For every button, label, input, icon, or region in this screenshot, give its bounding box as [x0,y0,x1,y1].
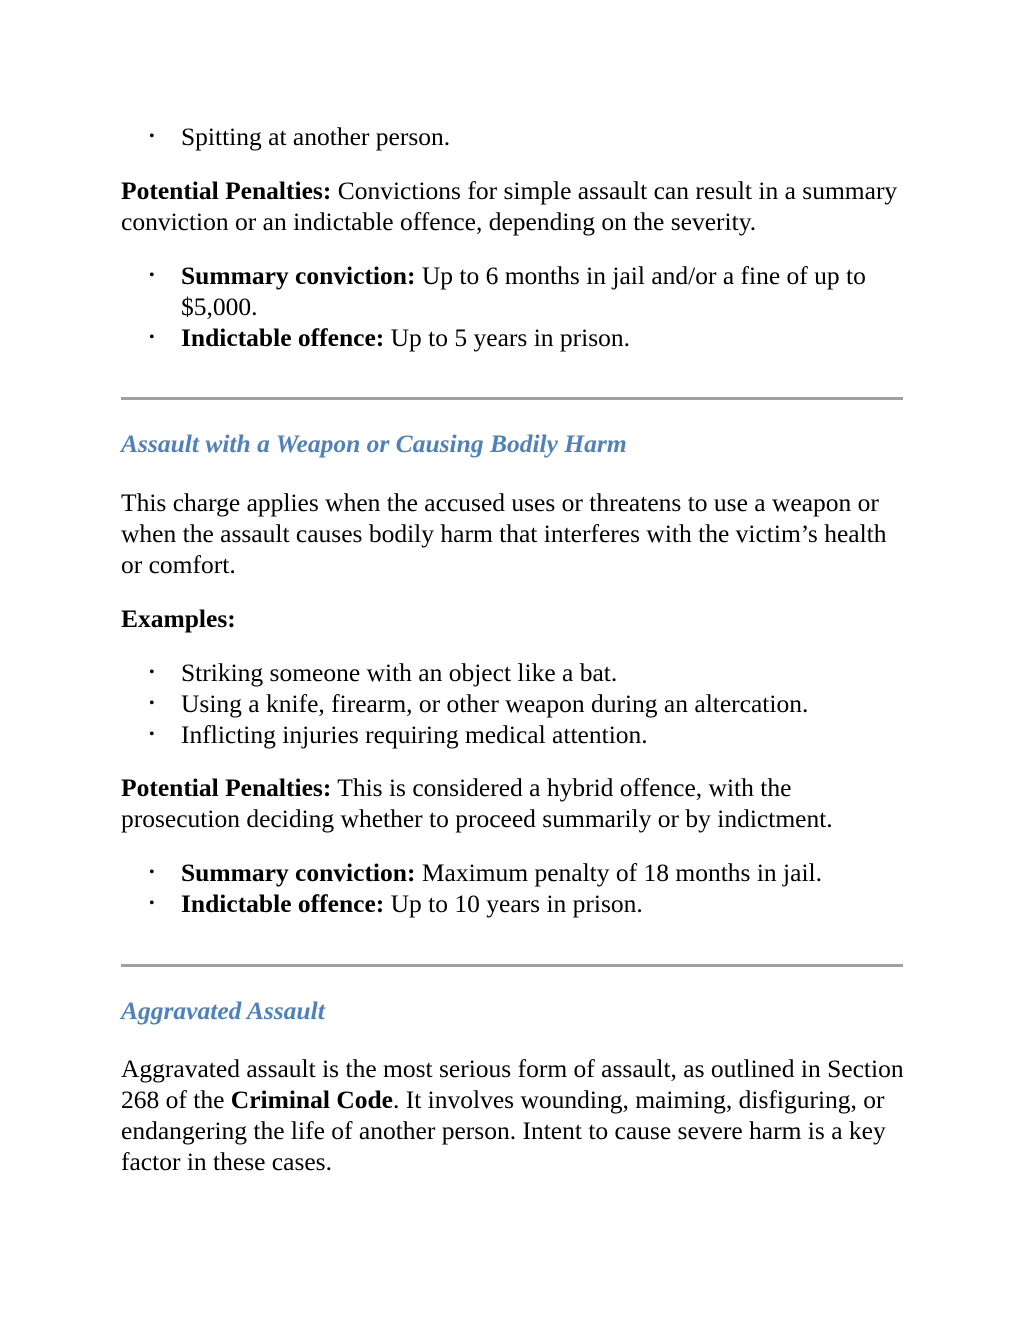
list-item: • Inflicting injuries requiring medical attention. [149,720,648,749]
list-item: • Summary conviction: Maximum penalty of 18 months in jail. [149,858,822,887]
penalties-paragraph: Potential Penalties: Convictions for simple assault can result in a summary conviction or an indictable offence, depending on the severity. [121,176,898,236]
bullet-icon: • [149,726,155,743]
top-bullet-list [121,121,911,152]
penalties-label: Potential Penalties: [121,773,332,802]
section-heading: Aggravated Assault [121,996,325,1025]
penalties-label: Potential Penalties: [121,176,332,205]
section-divider [121,397,903,400]
criminal-code-term: Criminal Code [230,1085,393,1114]
section-heading: Assault with a Weapon or Causing Bodily Harm [121,429,627,458]
intro-paragraph: This charge applies when the accused uses or threatens to use a weapon or when the assault causes bodily harm that interferes with the victim’s health or comfort. [121,488,887,579]
bullet-icon: • [149,664,155,681]
list-item: • Using a knife, firearm, or other weapon during an altercation. [149,689,809,718]
list-item: • Indictable offence: Up to 10 years in prison. [149,889,643,918]
penalty-list [121,857,911,919]
bullet-icon: • [149,695,155,712]
list-item: • Indictable offence: Up to 5 years in prison. [149,323,631,352]
bullet-icon: • [149,329,155,346]
examples-label: Examples: [121,604,236,633]
bullet-icon: • [149,864,155,881]
examples-list [121,657,911,750]
list-item: • Summary conviction: Up to 6 months in jail and/or a fine of up to $5,000. [149,261,866,321]
bullet-icon: • [149,895,155,912]
list-item: • Striking someone with an object like a bat. [149,658,618,687]
bullet-icon: • [149,128,155,145]
bullet-icon: • [149,267,155,284]
body-paragraph: Aggravated assault is the most serious form of assault, as outlined in Section 268 of the Criminal Code. It involves wounding, maiming, disfiguring, or endangering the life of another person. Intent to cause severe harm is a key factor in these cases. [121,1054,904,1176]
penalty-list [121,260,911,353]
section-divider [121,964,903,967]
list-item: • Spitting at another person. [149,122,451,151]
penalties-paragraph: Potential Penalties: This is considered a hybrid offence, with the prosecution deciding whether to proceed summarily or by indictment. [121,773,833,833]
